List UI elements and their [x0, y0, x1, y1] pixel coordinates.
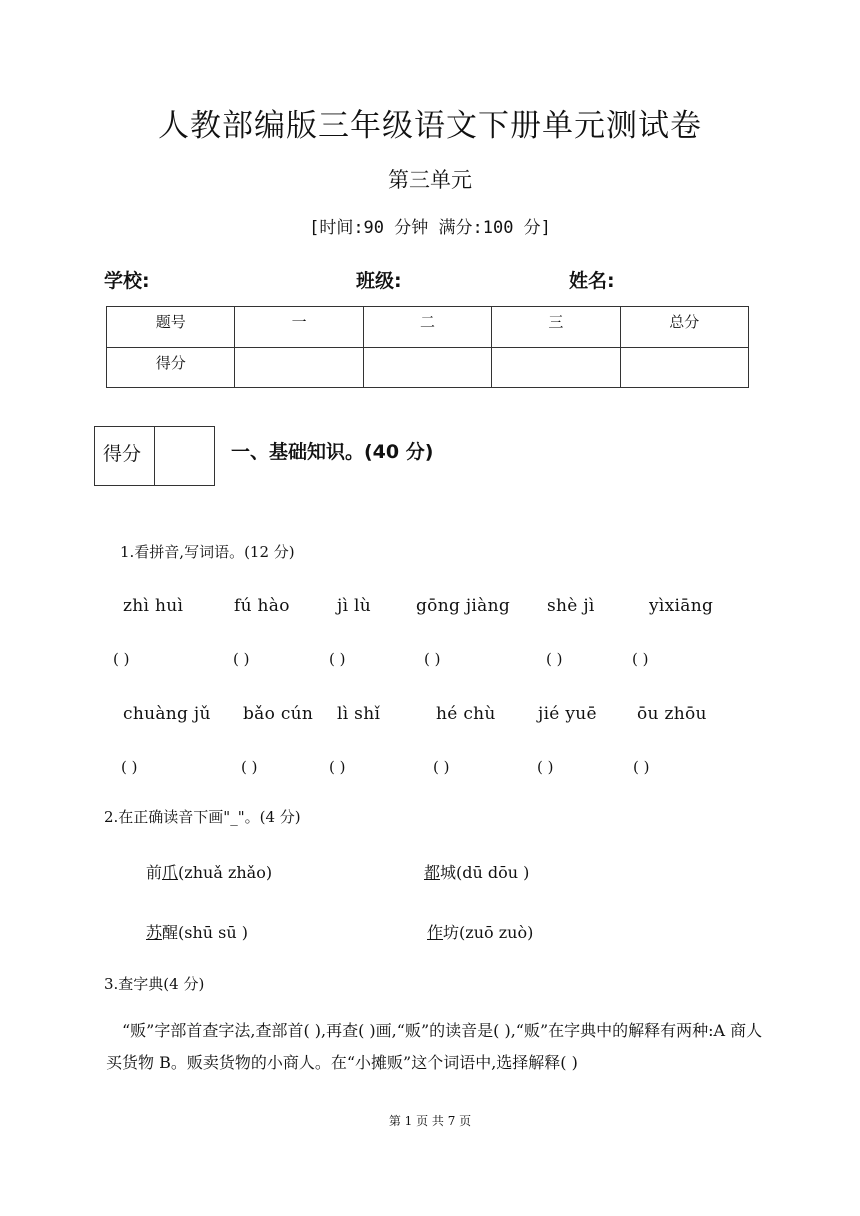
underlined-char: 爪: [162, 863, 179, 882]
answer-blank[interactable]: ( ): [329, 758, 346, 776]
name-label: 姓名:: [569, 270, 615, 292]
score-input-cell[interactable]: [620, 347, 748, 388]
score-input-cell[interactable]: [492, 347, 620, 388]
answer-blank[interactable]: ( ): [424, 650, 441, 668]
score-table-header: [107, 307, 749, 348]
table-cell: 总分: [620, 307, 748, 348]
table-cell: 得分: [107, 347, 235, 388]
pinyin-item: lì shǐ: [337, 704, 381, 724]
pinyin-item: fú hào: [234, 596, 290, 616]
answer-blank[interactable]: ( ): [433, 758, 450, 776]
answer-blank[interactable]: ( ): [329, 650, 346, 668]
score-table: [106, 306, 749, 388]
time-info: [时间:90 分钟 满分:100 分]: [309, 218, 551, 238]
answer-blank[interactable]: ( ): [546, 650, 563, 668]
word-suffix: 坊: [443, 923, 460, 942]
question-1-prompt: 1.看拼音,写词语。(12 分): [120, 543, 295, 561]
reading-item: [424, 860, 529, 883]
reading-item: [427, 920, 533, 943]
score-input-cell[interactable]: [235, 347, 363, 388]
question-3-body: “贩”字部首查字法,查部首( ),再查( )画,“贩”的读音是( ),“贩”在字典中的解释有两种:A 商人买货物 B。贩卖货物的小商人。在“小摊贩”这个词语中,选择解释( ): [106, 1021, 763, 1072]
pinyin-item: zhì huì: [123, 596, 184, 616]
pinyin-item: shè jì: [547, 596, 595, 616]
answer-blank[interactable]: ( ): [233, 650, 250, 668]
answer-blank[interactable]: ( ): [537, 758, 554, 776]
answer-blank[interactable]: ( ): [632, 650, 649, 668]
pinyin-item: yìxiāng: [649, 596, 714, 616]
reading-item: [146, 860, 272, 883]
answer-blank[interactable]: ( ): [113, 650, 130, 668]
pronunciation-options[interactable]: (zuō zuò): [459, 923, 534, 942]
answer-blank[interactable]: ( ): [241, 758, 258, 776]
pinyin-item: hé chù: [436, 704, 496, 724]
pinyin-item: gōng jiàng: [416, 596, 511, 616]
page-footer: 第 1 页 共 7 页: [388, 1114, 472, 1128]
table-cell: 二: [363, 307, 491, 348]
answer-blank[interactable]: ( ): [633, 758, 650, 776]
underlined-char: 都: [424, 863, 441, 882]
underlined-char: 苏: [146, 923, 163, 942]
pronunciation-options[interactable]: (shū sū ): [178, 923, 249, 942]
answer-blank[interactable]: ( ): [121, 758, 138, 776]
word-suffix: 醒: [162, 923, 179, 942]
section-title: 一、基础知识。(40 分): [231, 441, 434, 463]
reading-item: [146, 920, 248, 943]
section-score-label: 得分: [95, 427, 155, 485]
pinyin-item: ōu zhōu: [637, 704, 707, 724]
section-score-box: [94, 426, 215, 486]
pronunciation-options[interactable]: (dū dōu ): [456, 863, 530, 882]
school-label: 学校:: [104, 270, 150, 292]
question-3-prompt: 3.查字典(4 分): [104, 975, 205, 993]
question-2-prompt: 2.在正确读音下画"_"。(4 分): [104, 808, 301, 826]
pronunciation-options[interactable]: (zhuǎ zhǎo): [178, 863, 273, 882]
word-suffix: 城: [440, 863, 457, 882]
section-score-input[interactable]: [155, 427, 214, 485]
pinyin-item: chuàng jǔ: [123, 704, 211, 724]
class-label: 班级:: [356, 270, 402, 292]
pinyin-item: jì lù: [337, 596, 371, 616]
pinyin-item: bǎo cún: [243, 704, 314, 724]
score-input-cell[interactable]: [363, 347, 491, 388]
table-cell: 三: [492, 307, 620, 348]
score-table-row: [107, 347, 749, 388]
unit-subtitle: 第三单元: [388, 168, 472, 192]
word-prefix: 前: [146, 863, 163, 882]
page-title: 人教部编版三年级语文下册单元测试卷: [158, 108, 702, 144]
table-cell: 一: [235, 307, 363, 348]
table-cell: 题号: [107, 307, 235, 348]
underlined-char: 作: [427, 923, 444, 942]
pinyin-item: jié yuē: [538, 704, 597, 724]
